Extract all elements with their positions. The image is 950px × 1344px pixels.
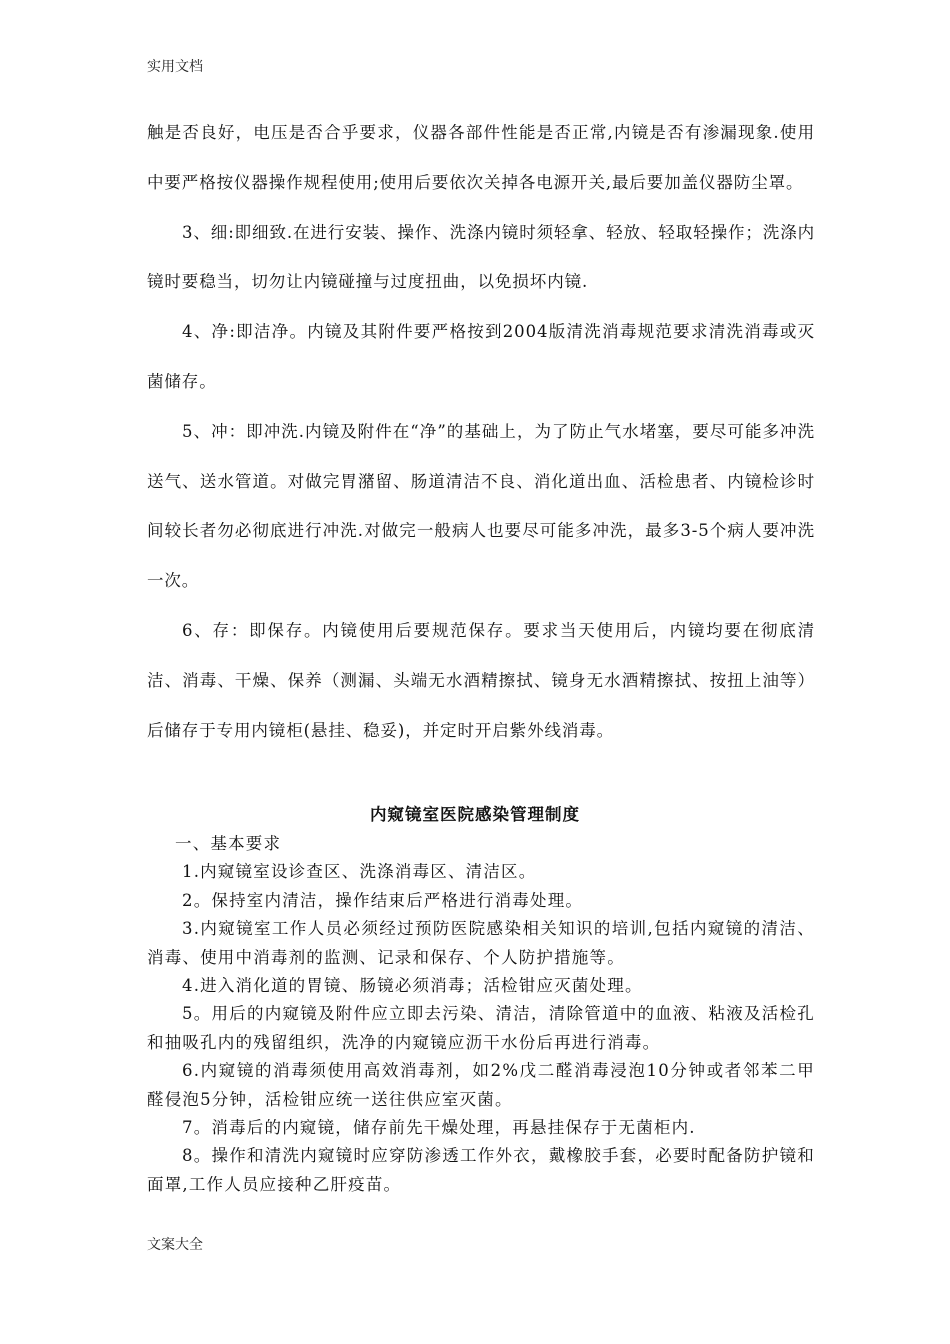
page-footer: 文案大全: [147, 1237, 203, 1253]
infection-control-section: [147, 830, 815, 1199]
paragraph: 6、存：即保存。内镜使用后要规范保存。要求当天使用后，内镜均要在彻底清洁、消毒、干燥、保养（测漏、头端无水酒精擦拭、镜身无水酒精擦拭、按扭上油等）后储存于专用内镜柜(悬挂、稳妥)，并定时开启紫外线消毒。: [147, 620, 815, 740]
list-item: 7。消毒后的内窥镜，储存前先干燥处理，再悬挂保存于无菌柜内.: [182, 1118, 696, 1138]
paragraph: 5、冲：即冲洗.内镜及附件在“净”的基础上，为了防止气水堵塞，要尽可能多冲洗送气、送水管道。对做完胃潴留、肠道清洁不良、消化道出血、活检患者、内镜检诊时间较长者勿必彻底进行冲洗.对做完一般病人也要尽可能多冲洗，最多3-5个病人要冲洗一次。: [147, 421, 815, 591]
section-title: 内窥镜室医院感染管理制度: [370, 805, 580, 824]
list-item: 1.内窥镜室设诊查区、洗涤消毒区、清洁区。: [182, 862, 537, 882]
paragraph: 4、净:即洁净。内镜及其附件要严格按到2004版清洗消毒规范要求清洗消毒或灭菌储存。: [147, 322, 815, 391]
continued-section: [147, 108, 815, 755]
paragraph: 触是否良好，电压是否合乎要求，仪器各部件性能是否正常,内镜是否有渗漏现象.使用中要严格按仪器操作规程使用;使用后要依次关掉各电源开关,最后要加盖仪器防尘罩。: [147, 123, 815, 192]
section-heading: 一、基本要求: [175, 834, 282, 853]
paragraph: 3、细:即细致.在进行安装、操作、洗涤内镜时须轻拿、轻放、轻取轻操作；洗涤内镜时要稳当，切勿让内镜碰撞与过度扭曲，以免损坏内镜.: [147, 222, 816, 292]
list-item: 8。操作和清洗内窥镜时应穿防渗透工作外衣，戴橡胶手套，必要时配备防护镜和面罩,工作人员应接种乙肝疫苗。: [147, 1146, 815, 1194]
list-item: 3.内窥镜室工作人员必须经过预防医院感染相关知识的培训,包括内窥镜的清洁、消毒、使用中消毒剂的监测、记录和保存、个人防护措施等。: [147, 919, 815, 967]
page-header: 实用文档: [147, 59, 203, 75]
list-item: 4.进入消化道的胃镜、肠镜必须消毒；活检钳应灭菌处理。: [182, 976, 643, 996]
list-item: 5。用后的内窥镜及附件应立即去污染、清洁，清除管道中的血液、粘液及活检孔和抽吸孔内的残留组织，洗净的内窥镜应沥干水份后再进行消毒。: [147, 1004, 815, 1052]
list-item: 2。保持室内清洁，操作结束后严格进行消毒处理。: [182, 890, 584, 910]
list-item: 6.内窥镜的消毒须使用高效消毒剂，如2%戊二醛消毒浸泡10分钟或者邻苯二甲醛侵泡5分钟，活检钳应统一送往供应室灭菌。: [147, 1061, 815, 1109]
